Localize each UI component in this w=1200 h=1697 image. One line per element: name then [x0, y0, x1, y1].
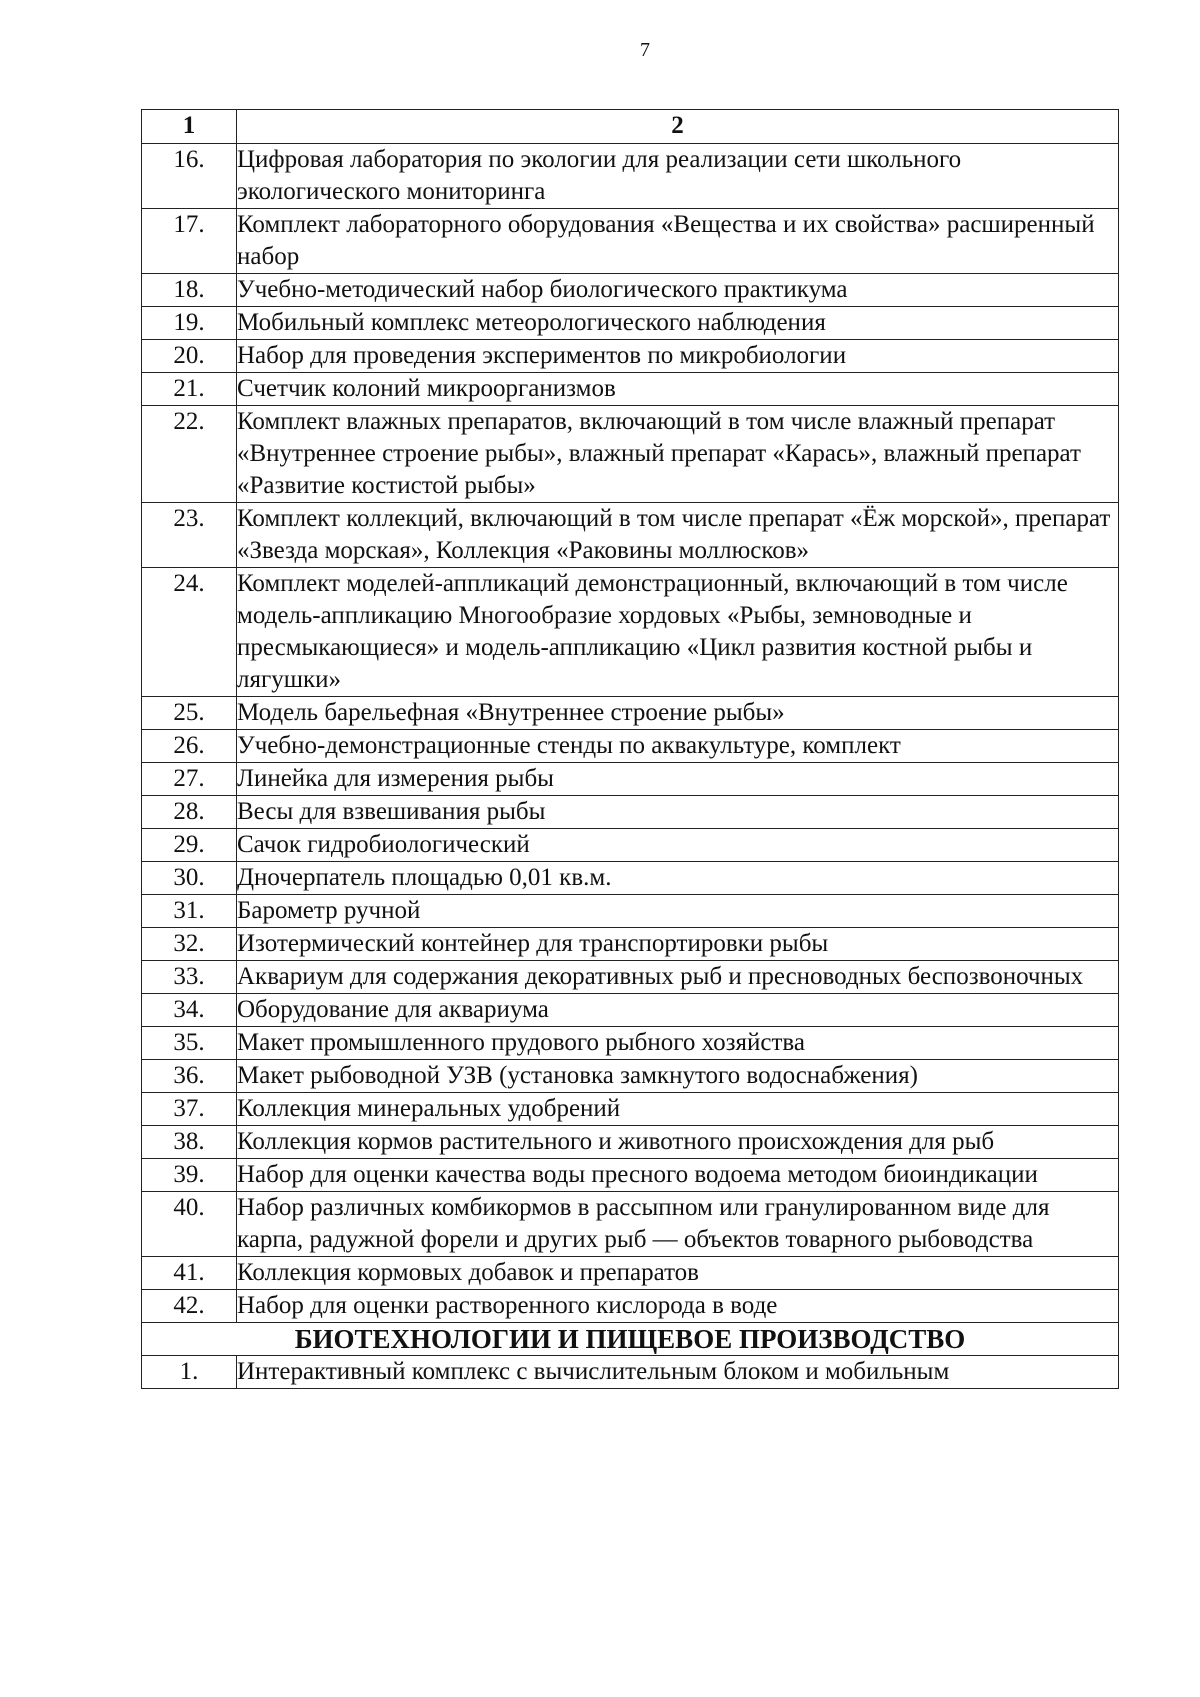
row-number: 30.	[142, 862, 237, 895]
row-text: Макет промышленного прудового рыбного хозяйства	[237, 1027, 1119, 1060]
table-row	[142, 373, 1119, 406]
table-row	[142, 928, 1119, 961]
row-number: 41.	[142, 1257, 237, 1290]
table-row	[142, 994, 1119, 1027]
row-number: 31.	[142, 895, 237, 928]
row-number: 26.	[142, 730, 237, 763]
table-row	[142, 961, 1119, 994]
row-text: Комплект моделей-аппликаций демонстрационный, включающий в том числе модель-аппликацию Многообразие хордовых «Рыбы, земноводные и пресмыкающиеся» и модель-аппликацию «Цикл развития костной рыбы и лягушки»	[237, 568, 1119, 697]
row-number: 23.	[142, 503, 237, 568]
row-text: Дночерпатель площадью 0,01 кв.м.	[237, 862, 1119, 895]
row-number: 37.	[142, 1093, 237, 1126]
table-row	[142, 1356, 1119, 1389]
row-number: 42.	[142, 1290, 237, 1323]
table-row	[142, 209, 1119, 274]
row-text: Набор различных комбикормов в рассыпном или гранулированном виде для карпа, радужной форели и других рыб — объектов товарного рыбоводства	[237, 1192, 1119, 1257]
row-text: Комплект коллекций, включающий в том числе препарат «Ёж морской», препарат «Звезда морская», Коллекция «Раковины моллюсков»	[237, 503, 1119, 568]
row-number: 22.	[142, 406, 237, 503]
table-row	[142, 895, 1119, 928]
row-text: Коллекция минеральных удобрений	[237, 1093, 1119, 1126]
page-number: 7	[640, 39, 650, 61]
row-number: 17.	[142, 209, 237, 274]
row-number: 1.	[142, 1356, 237, 1389]
row-text: Макет рыбоводной УЗВ (установка замкнутого водоснабжения)	[237, 1060, 1119, 1093]
row-number: 38.	[142, 1126, 237, 1159]
table-row	[142, 144, 1119, 209]
table-row	[142, 829, 1119, 862]
table-row	[142, 274, 1119, 307]
row-number: 40.	[142, 1192, 237, 1257]
table-row	[142, 1192, 1119, 1257]
row-text: Мобильный комплекс метеорологического наблюдения	[237, 307, 1119, 340]
row-number: 16.	[142, 144, 237, 209]
table-row	[142, 862, 1119, 895]
table-row	[142, 763, 1119, 796]
row-text: Набор для оценки качества воды пресного водоема методом биоиндикации	[237, 1159, 1119, 1192]
row-text: Линейка для измерения рыбы	[237, 763, 1119, 796]
row-number: 20.	[142, 340, 237, 373]
table-row	[142, 1257, 1119, 1290]
row-number: 19.	[142, 307, 237, 340]
row-number: 27.	[142, 763, 237, 796]
table-row	[142, 730, 1119, 763]
table-row	[142, 406, 1119, 503]
row-text: Модель барельефная «Внутреннее строение рыбы»	[237, 697, 1119, 730]
row-number: 35.	[142, 1027, 237, 1060]
row-text: Барометр ручной	[237, 895, 1119, 928]
table-row	[142, 568, 1119, 697]
row-text: Учебно-методический набор биологического практикума	[237, 274, 1119, 307]
row-number: 18.	[142, 274, 237, 307]
row-text: Весы для взвешивания рыбы	[237, 796, 1119, 829]
row-text: Учебно-демонстрационные стенды по аквакультуре, комплект	[237, 730, 1119, 763]
row-text: Коллекция кормовых добавок и препаратов	[237, 1257, 1119, 1290]
row-number: 21.	[142, 373, 237, 406]
row-number: 29.	[142, 829, 237, 862]
section-title: БИОТЕХНОЛОГИИ И ПИЩЕВОЕ ПРОИЗВОДСТВО	[142, 1323, 1119, 1356]
row-number: 24.	[142, 568, 237, 697]
row-text: Аквариум для содержания декоративных рыб и пресноводных беспозвоночных	[237, 961, 1119, 994]
table-row	[142, 1290, 1119, 1323]
table-row	[142, 340, 1119, 373]
row-text: Коллекция кормов растительного и животного происхождения для рыб	[237, 1126, 1119, 1159]
table-row	[142, 307, 1119, 340]
row-text: Набор для проведения экспериментов по микробиологии	[237, 340, 1119, 373]
row-text: Изотермический контейнер для транспортировки рыбы	[237, 928, 1119, 961]
row-number: 33.	[142, 961, 237, 994]
row-number: 34.	[142, 994, 237, 1027]
row-text: Интерактивный комплекс с вычислительным блоком и мобильным	[237, 1356, 1119, 1389]
table-header-row	[142, 110, 1119, 144]
row-text: Комплект влажных препаратов, включающий в том числе влажный препарат «Внутреннее строение рыбы», влажный препарат «Карась», влажный препарат «Развитие костистой рыбы»	[237, 406, 1119, 503]
row-number: 25.	[142, 697, 237, 730]
table-row	[142, 697, 1119, 730]
column-header-name: 2	[237, 110, 1119, 144]
section-row	[142, 1323, 1119, 1356]
table-row	[142, 503, 1119, 568]
row-number: 28.	[142, 796, 237, 829]
row-text: Сачок гидробиологический	[237, 829, 1119, 862]
row-text: Цифровая лаборатория по экологии для реализации сети школьного экологического мониторинга	[237, 144, 1119, 209]
table-row	[142, 1027, 1119, 1060]
table-row	[142, 1126, 1119, 1159]
table-row	[142, 1093, 1119, 1126]
row-text: Набор для оценки растворенного кислорода в воде	[237, 1290, 1119, 1323]
equipment-table	[141, 109, 1119, 1389]
table-row	[142, 796, 1119, 829]
table-row	[142, 1060, 1119, 1093]
row-number: 36.	[142, 1060, 237, 1093]
column-header-number: 1	[142, 110, 237, 144]
row-number: 39.	[142, 1159, 237, 1192]
row-text: Счетчик колоний микроорганизмов	[237, 373, 1119, 406]
row-text: Оборудование для аквариума	[237, 994, 1119, 1027]
row-number: 32.	[142, 928, 237, 961]
row-text: Комплект лабораторного оборудования «Вещества и их свойства» расширенный набор	[237, 209, 1119, 274]
table-row	[142, 1159, 1119, 1192]
